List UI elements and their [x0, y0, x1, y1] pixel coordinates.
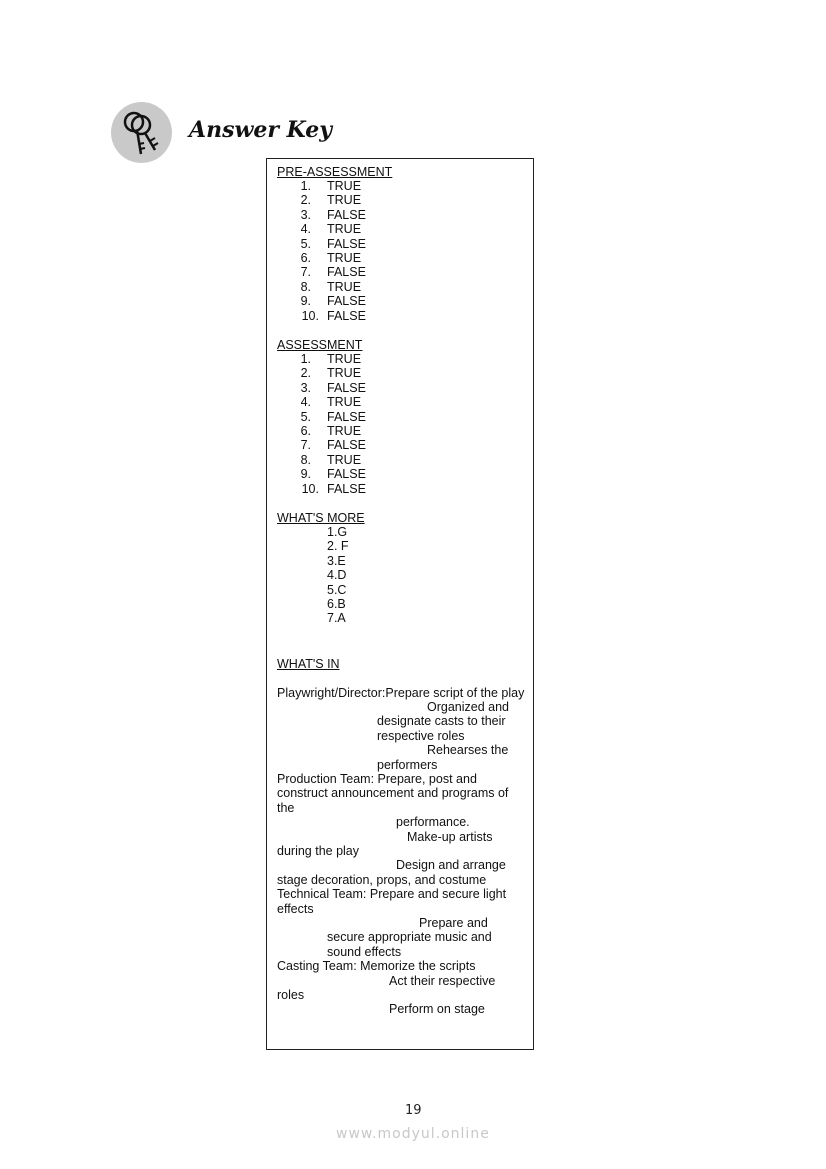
- item-number: 3.: [300, 380, 311, 395]
- text-line: Perform on stage: [389, 1002, 485, 1017]
- text-line: the: [277, 800, 295, 815]
- whats-in-heading: WHAT'S IN: [277, 656, 340, 671]
- item-number: 6.: [300, 424, 311, 438]
- item-number: 6.: [300, 251, 311, 265]
- text-line: performance.: [396, 815, 470, 830]
- text-line: Design and arrange: [396, 858, 506, 873]
- item-number: 4.: [300, 395, 311, 410]
- text-line: Rehearses the: [427, 743, 509, 758]
- text-line: Playwright/Director:Prepare script of the play: [277, 685, 525, 700]
- item-answer: FALSE: [327, 380, 366, 395]
- item-answer: FALSE: [327, 438, 366, 453]
- page-number: 19: [405, 1103, 422, 1118]
- item-answer: TRUE: [327, 279, 362, 294]
- text-line: designate casts to their: [377, 714, 506, 729]
- keys-icon: [111, 102, 172, 163]
- item-answer: FALSE: [327, 236, 366, 251]
- text-line: Make-up artists: [407, 829, 493, 844]
- text-line: roles: [277, 987, 305, 1002]
- whats-more-heading: WHAT'S MORE: [277, 510, 365, 525]
- item-answer: FALSE: [327, 409, 366, 424]
- item-answer: TRUE: [327, 395, 362, 410]
- item-answer: FALSE: [327, 265, 366, 280]
- watermark: www.modyul.online: [336, 1126, 490, 1142]
- item-number: 2.: [300, 366, 311, 381]
- item-number: 5.: [300, 409, 311, 424]
- item-answer: TRUE: [327, 424, 362, 438]
- item-answer: TRUE: [327, 366, 362, 381]
- pre-assessment-heading: PRE-ASSESSMENT: [277, 165, 393, 179]
- text-line: during the play: [277, 843, 360, 858]
- text-line: Act their respective: [389, 973, 496, 988]
- item-number: 9.: [300, 294, 311, 309]
- list-item: 7.A: [327, 611, 346, 626]
- item-number: 10.: [301, 481, 319, 496]
- item-answer: FALSE: [327, 467, 366, 482]
- list-item: 6.B: [327, 597, 346, 611]
- text-line: sound effects: [327, 944, 402, 959]
- item-number: 10.: [301, 308, 319, 323]
- item-answer: TRUE: [327, 452, 362, 467]
- item-number: 2.: [300, 193, 311, 208]
- page-title: Answer Key: [189, 117, 333, 143]
- item-answer: TRUE: [327, 222, 362, 237]
- item-number: 9.: [300, 467, 311, 482]
- text-line: stage decoration, props, and costume: [277, 872, 487, 887]
- text-line: performers: [377, 757, 438, 772]
- list-item: 3.E: [327, 553, 346, 568]
- list-item: 1.G: [327, 525, 348, 539]
- text-line: respective roles: [377, 728, 465, 743]
- item-number: 1.: [300, 352, 311, 366]
- text-line: Organized and: [427, 699, 510, 714]
- item-answer: TRUE: [327, 251, 362, 265]
- text-line: Prepare and: [419, 915, 488, 930]
- item-answer: TRUE: [327, 352, 362, 366]
- item-answer: FALSE: [327, 294, 366, 309]
- answer-key-box: [266, 158, 534, 1050]
- text-line: effects: [277, 901, 314, 916]
- item-number: 4.: [300, 222, 311, 237]
- item-answer: TRUE: [327, 179, 362, 193]
- item-answer: FALSE: [327, 481, 366, 496]
- item-answer: FALSE: [327, 308, 366, 323]
- assessment-heading: ASSESSMENT: [277, 337, 363, 352]
- text-line: secure appropriate music and: [327, 930, 492, 945]
- list-item: 2. F: [327, 539, 349, 554]
- list-item: 5.C: [327, 582, 347, 597]
- item-number: 8.: [300, 452, 311, 467]
- text-line: construct announcement and programs of: [277, 786, 509, 801]
- item-number: 1.: [300, 179, 311, 193]
- item-answer: FALSE: [327, 207, 366, 222]
- text-line: Casting Team: Memorize the scripts: [277, 959, 476, 974]
- item-number: 7.: [300, 438, 311, 453]
- list-item: 4.D: [327, 568, 347, 583]
- item-number: 8.: [300, 279, 311, 294]
- item-number: 7.: [300, 265, 311, 280]
- item-answer: TRUE: [327, 193, 362, 208]
- text-line: Technical Team: Prepare and secure light: [277, 887, 507, 902]
- item-number: 5.: [300, 236, 311, 251]
- item-number: 3.: [300, 207, 311, 222]
- text-line: Production Team: Prepare, post and: [277, 771, 477, 786]
